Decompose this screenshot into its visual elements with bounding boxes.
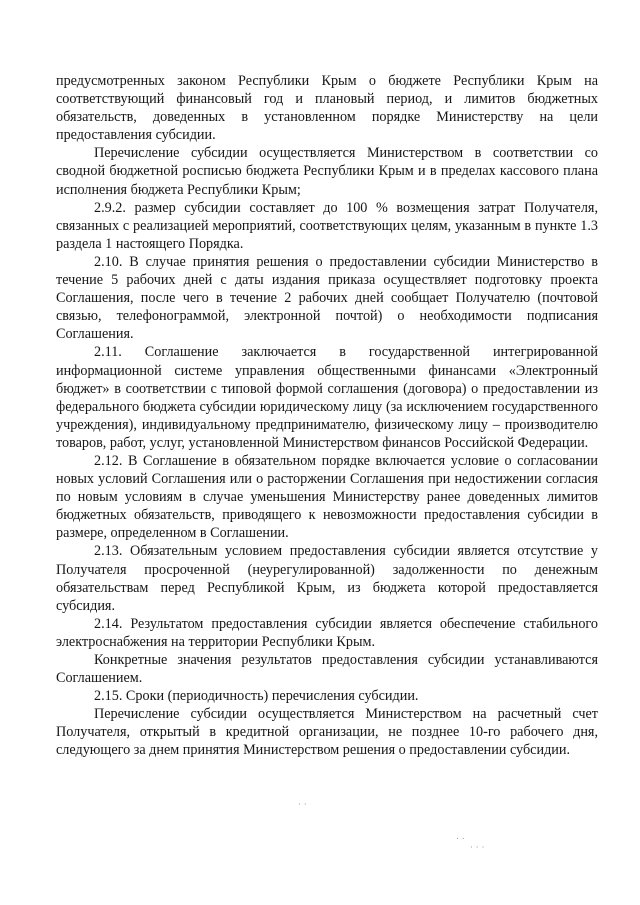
scan-speck: . . [456, 832, 465, 842]
paragraph-result-values: Конкретные значения результатов предоставления субсидии устанавливаются Соглашением. [56, 652, 598, 687]
paragraph-2-15: 2.15. Сроки (периодичность) перечисления субсидии. [94, 688, 419, 705]
paragraph-2-14: 2.14. Результатом предоставления субсидии является обеспечение стабильного электроснабжения на территории Республики Крым. [56, 615, 598, 650]
document-body [56, 72, 598, 760]
scan-speck: · · · [470, 843, 485, 853]
paragraph-2-10: 2.10. В случае принятия решения о предоставлении субсидии Министерство в течение 5 рабочих дней с даты издания приказа осуществляет подготовку проекта Соглашения, после чего в течение 2 рабочих дней сообщает Получателю (почтовой связью, телефонограммой, электронной почтой) о необходимости подписания Соглашения. [56, 253, 598, 343]
paragraph-continuation: предусмотренных законом Республики Крым о бюджете Республики Крым на соответствующий финансовый год и плановый период, и лимитов бюджетных обязательств, доведенных в установленном порядке Министерству на цели предоставления субсидии. [56, 73, 598, 144]
scan-speck: · · [298, 800, 307, 810]
paragraph-transfer-by-budget-schedule: Перечисление субсидии осуществляется Министерством в соответствии со сводной бюджетной росписью бюджета Республики Крым и в пределах кассового плана исполнения бюджета Республики Крым; [56, 145, 598, 198]
paragraph-transfer-to-account: Перечисление субсидии осуществляется Министерством на расчетный счет Получателя, открытый в кредитной организации, не позднее 10-го рабочего дня, следующего за днем принятия Министерством решения о предоставлении субсидии. [56, 706, 598, 759]
paragraph-2-13: 2.13. Обязательным условием предоставления субсидии является отсутствие у Получателя просроченной (неурегулированной) задолженности по денежным обязательствам перед Республикой Крым, из бюджета которой предоставляется субсидия. [56, 543, 598, 614]
paragraph-2-11: 2.11. Соглашение заключается в государственной интегрированной информационной системе управления общественными финансами «Электронный бюджет» в соответствии с типовой формой соглашения (договора) о предоставлении из федерального бюджета субсидии юридическому лицу (за исключением государственного учреждения), индивидуальному предпринимателю, физическому лицу – производителю товаров, работ, услуг, установленной Министерством финансов Российской Федерации. [56, 344, 598, 451]
paragraph-2-12: 2.12. В Соглашение в обязательном порядке включается условие о согласовании новых условий Соглашения или о расторжении Соглашения при недостижении согласия по новым условиям в случае уменьшения Министерству ранее доведенных лимитов бюджетных обязательств, приводящего к невозможности предоставления субсидии в размере, определенном в Соглашении. [56, 452, 598, 542]
paragraph-2-9-2: 2.9.2. размер субсидии составляет до 100 % возмещения затрат Получателя, связанных с реализацией мероприятий, соответствующих целям, указанным в пункте 1.3 раздела 1 настоящего Порядка. [56, 199, 598, 252]
